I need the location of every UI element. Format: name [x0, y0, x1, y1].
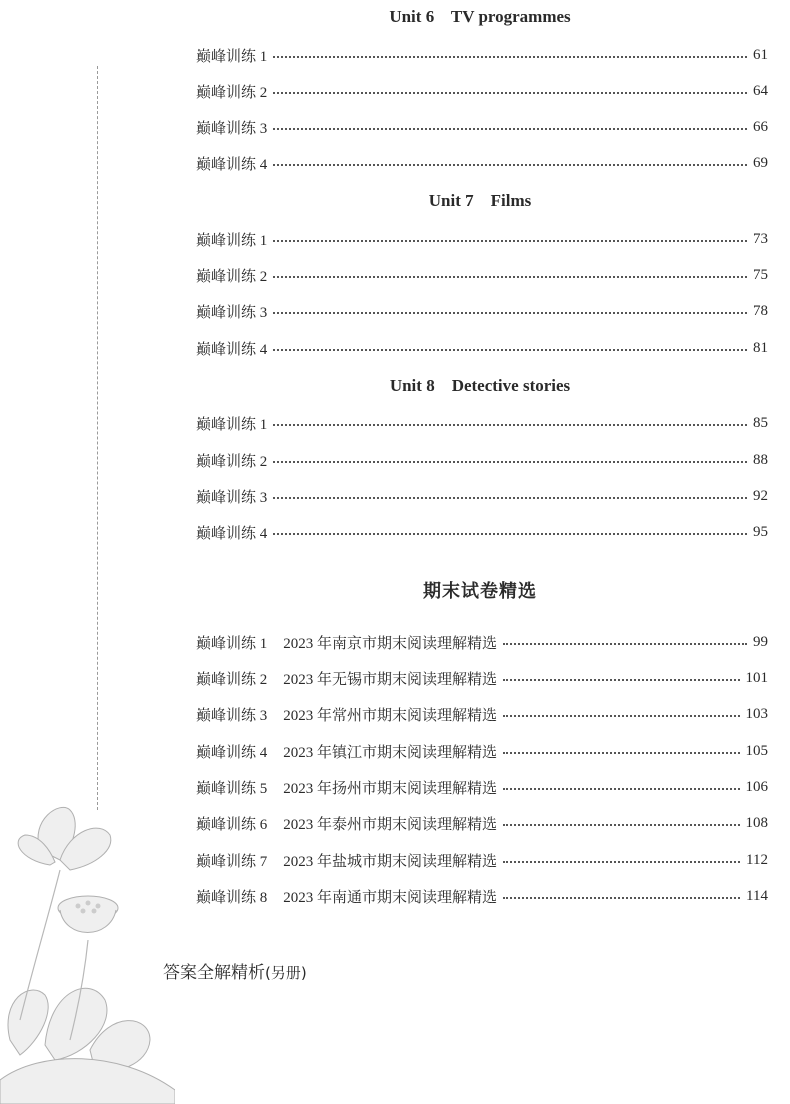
answer-key-entry[interactable]: [163, 958, 307, 983]
toc-entry[interactable]: [196, 812, 768, 834]
toc-entry[interactable]: [196, 521, 768, 543]
entry-label: 巅峰训练 1: [196, 416, 268, 433]
dot-leader: [273, 497, 747, 499]
dashed-guide-line: [97, 66, 98, 810]
dot-leader: [503, 897, 740, 899]
dot-leader: [503, 861, 740, 863]
page-number: 112: [746, 851, 768, 868]
dot-leader: [503, 643, 747, 645]
entry-description: 2023 年南京市期末阅读理解精选: [283, 635, 498, 652]
entry-label: 巅峰训练 2: [196, 671, 268, 688]
page-number: 66: [753, 118, 768, 135]
page-number: 88: [753, 451, 768, 468]
toc-entry[interactable]: [196, 740, 768, 762]
entry-label: 巅峰训练 4: [196, 744, 268, 761]
toc-entry[interactable]: [196, 412, 768, 434]
answer-key-title: 答案全解精析: [163, 963, 265, 983]
toc-entry[interactable]: [196, 485, 768, 507]
entry-label: 巅峰训练 5: [196, 780, 268, 797]
entry-label: 巅峰训练 4: [196, 525, 268, 542]
page-number: 61: [753, 46, 768, 63]
entry-label: 巅峰训练 4: [196, 156, 268, 173]
unit-8-title: Unit 8 Detective stories: [389, 376, 571, 395]
entry-label: 巅峰训练 3: [196, 120, 268, 137]
entry-label: 巅峰训练 1: [196, 232, 268, 249]
entry-description: 2023 年镇江市期末阅读理解精选: [283, 744, 498, 761]
toc-entry[interactable]: [196, 631, 768, 653]
page-number: 114: [746, 887, 768, 904]
page-number: 103: [745, 705, 768, 722]
entry-description: 2023 年常州市期末阅读理解精选: [283, 707, 498, 724]
dot-leader: [273, 424, 747, 426]
page-number: 106: [745, 778, 768, 795]
entry-description: 2023 年盐城市期末阅读理解精选: [283, 853, 498, 870]
dot-leader: [273, 461, 747, 463]
toc-entry[interactable]: [196, 667, 768, 689]
page-number: 92: [753, 487, 768, 504]
toc-entry[interactable]: [196, 849, 768, 871]
page-number: 95: [753, 523, 768, 540]
toc-entry[interactable]: [196, 116, 768, 138]
page-number: 75: [753, 266, 768, 283]
dot-leader: [273, 533, 747, 535]
dot-leader: [273, 240, 747, 242]
dot-leader: [273, 56, 747, 58]
entry-label: 巅峰训练 2: [196, 268, 268, 285]
toc-entry[interactable]: [196, 228, 768, 250]
entry-label: 巅峰训练 1: [196, 48, 268, 65]
toc-entry[interactable]: [196, 264, 768, 286]
toc-entry[interactable]: [196, 885, 768, 907]
answer-key-note: (另册): [265, 964, 307, 982]
dot-leader: [503, 824, 739, 826]
dot-leader: [273, 349, 747, 351]
toc-entry[interactable]: [196, 44, 768, 66]
entry-label: 巅峰训练 2: [196, 453, 268, 470]
dot-leader: [503, 715, 739, 717]
toc-entry[interactable]: [196, 152, 768, 174]
dot-leader: [273, 92, 747, 94]
page-number: 101: [745, 669, 768, 686]
entry-label: 巅峰训练 6: [196, 816, 268, 833]
dot-leader: [273, 276, 747, 278]
page-number: 69: [753, 154, 768, 171]
entry-label: 巅峰训练 2: [196, 84, 268, 101]
unit-7-title: Unit 7 Films: [428, 191, 532, 210]
page-number: 81: [753, 339, 768, 356]
page-number: 73: [753, 230, 768, 247]
entry-description: 2023 年南通市期末阅读理解精选: [283, 889, 498, 906]
toc-entry[interactable]: [196, 80, 768, 102]
entry-label: 巅峰训练 4: [196, 341, 268, 358]
lotus-illustration: [0, 790, 175, 1104]
dot-leader: [503, 752, 739, 754]
page-number: 78: [753, 302, 768, 319]
toc-entry[interactable]: [196, 449, 768, 471]
entry-label: 巅峰训练 3: [196, 707, 268, 724]
dot-leader: [503, 679, 739, 681]
toc-entry[interactable]: [196, 703, 768, 725]
entry-label: 巅峰训练 1: [196, 635, 268, 652]
entry-label: 巅峰训练 7: [196, 853, 268, 870]
toc-entry[interactable]: [196, 337, 768, 359]
entry-description: 2023 年扬州市期末阅读理解精选: [283, 780, 498, 797]
entry-description: 2023 年无锡市期末阅读理解精选: [283, 671, 498, 688]
dot-leader: [273, 164, 747, 166]
page-number: 99: [753, 633, 768, 650]
entry-label: 巅峰训练 8: [196, 889, 268, 906]
dot-leader: [273, 312, 747, 314]
entry-label: 巅峰训练 3: [196, 489, 268, 506]
dot-leader: [503, 788, 739, 790]
page-number: 108: [745, 814, 768, 831]
unit-6-title: Unit 6 TV programmes: [389, 7, 571, 26]
entry-label: 巅峰训练 3: [196, 304, 268, 321]
toc-entry[interactable]: [196, 776, 768, 798]
page-number: 64: [753, 82, 768, 99]
dot-leader: [273, 128, 747, 130]
page-number: 105: [745, 742, 768, 759]
page-number: 85: [753, 414, 768, 431]
entry-description: 2023 年泰州市期末阅读理解精选: [283, 816, 498, 833]
exam-section-title: 期末试卷精选: [423, 581, 537, 602]
toc-entry[interactable]: [196, 300, 768, 322]
